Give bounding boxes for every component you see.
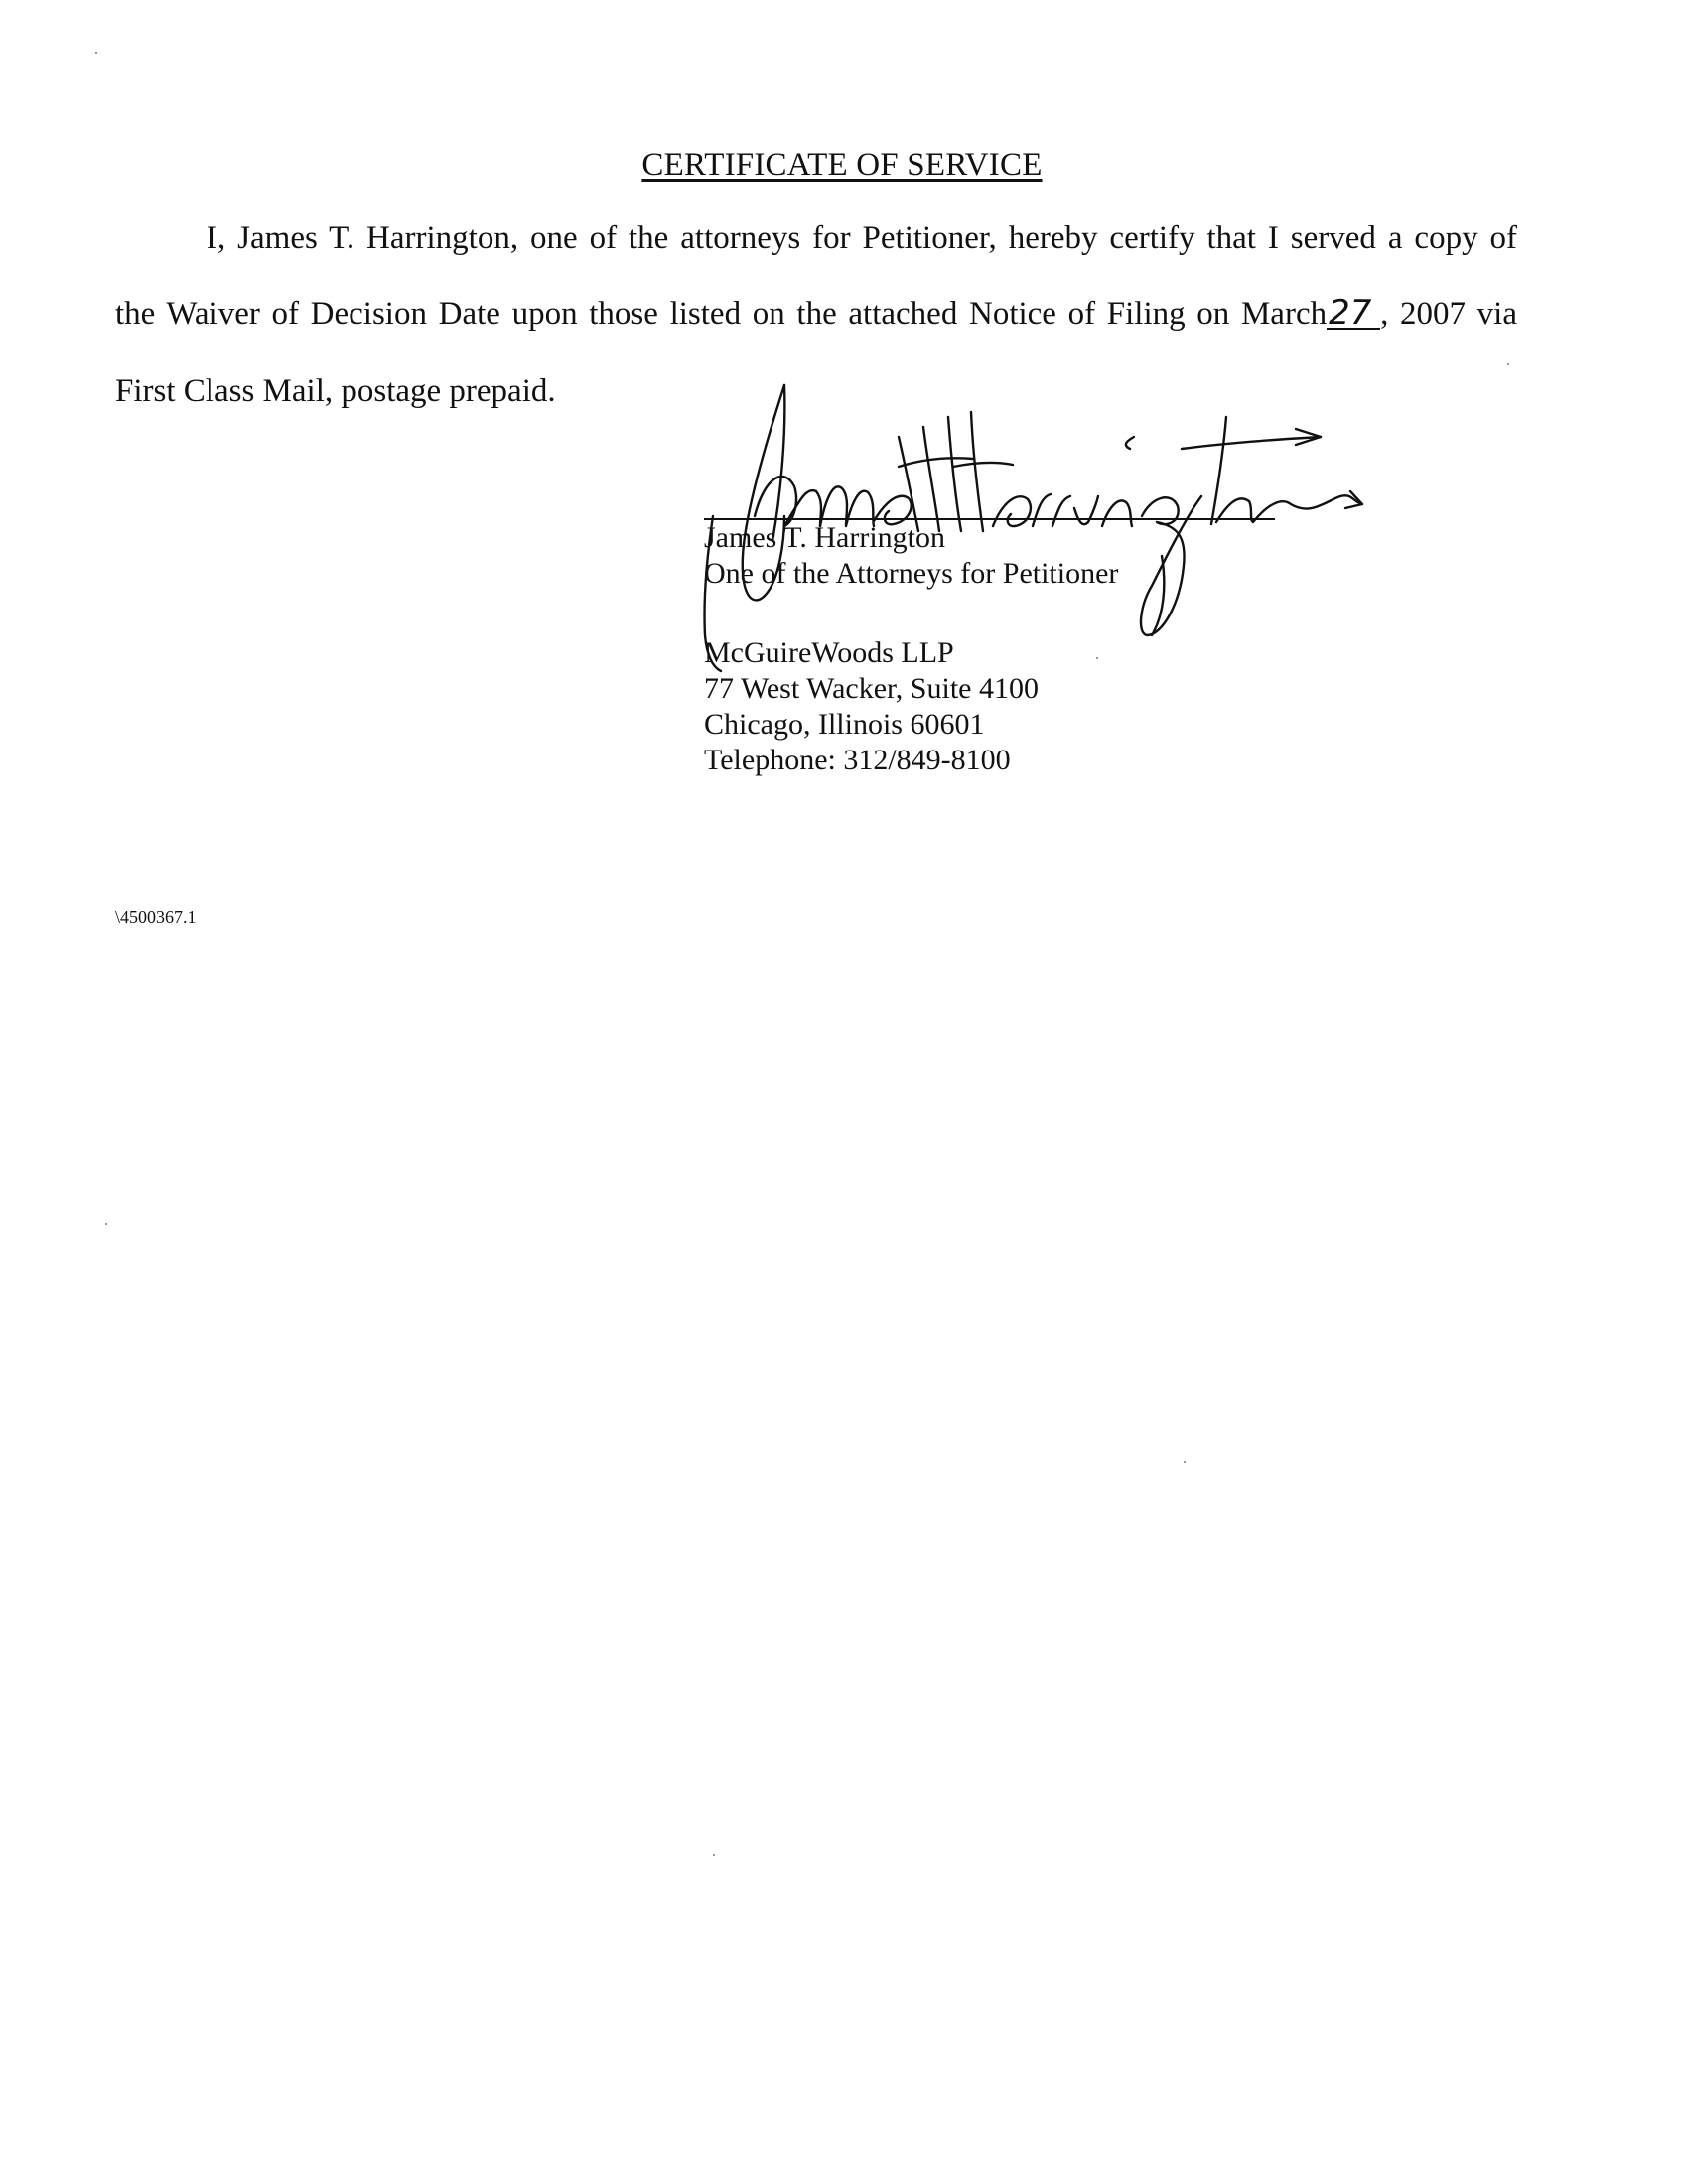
scan-speck bbox=[1184, 1461, 1186, 1463]
certificate-title: CERTIFICATE OF SERVICE bbox=[641, 147, 1043, 183]
body-line-3: First Class Mail, postage prepaid. bbox=[115, 373, 556, 409]
firm-name: McGuireWoods LLP bbox=[704, 636, 954, 669]
firm-telephone: Telephone: 312/849-8100 bbox=[704, 744, 1011, 776]
scan-speck bbox=[1507, 363, 1509, 365]
signature-block bbox=[704, 520, 1118, 592]
body-line-1: I, James T. Harrington, one of the attorneys for Petitioner, hereby certify that I served a copy of bbox=[207, 220, 1517, 256]
handwritten-date-day: 27 bbox=[1327, 298, 1380, 330]
document-id: \4500367.1 bbox=[115, 907, 197, 927]
body-line-2-end: , 2007 via bbox=[1380, 296, 1517, 332]
firm-address-line-2: Chicago, Illinois 60601 bbox=[704, 708, 985, 741]
body-line-2-text: the Waiver of Decision Date upon those listed on the attached Notice of Filing on March bbox=[115, 296, 1328, 332]
scan-speck bbox=[95, 52, 97, 54]
firm-address-block bbox=[704, 635, 1039, 778]
scan-speck bbox=[105, 1223, 107, 1225]
scan-speck bbox=[713, 1854, 715, 1856]
scan-speck bbox=[1096, 657, 1098, 659]
signer-role: One of the Attorneys for Petitioner bbox=[704, 557, 1119, 590]
firm-address-line-1: 77 West Wacker, Suite 4100 bbox=[704, 672, 1039, 705]
body-line-2 bbox=[115, 293, 1517, 333]
signer-name: James T. Harrington bbox=[704, 521, 946, 554]
